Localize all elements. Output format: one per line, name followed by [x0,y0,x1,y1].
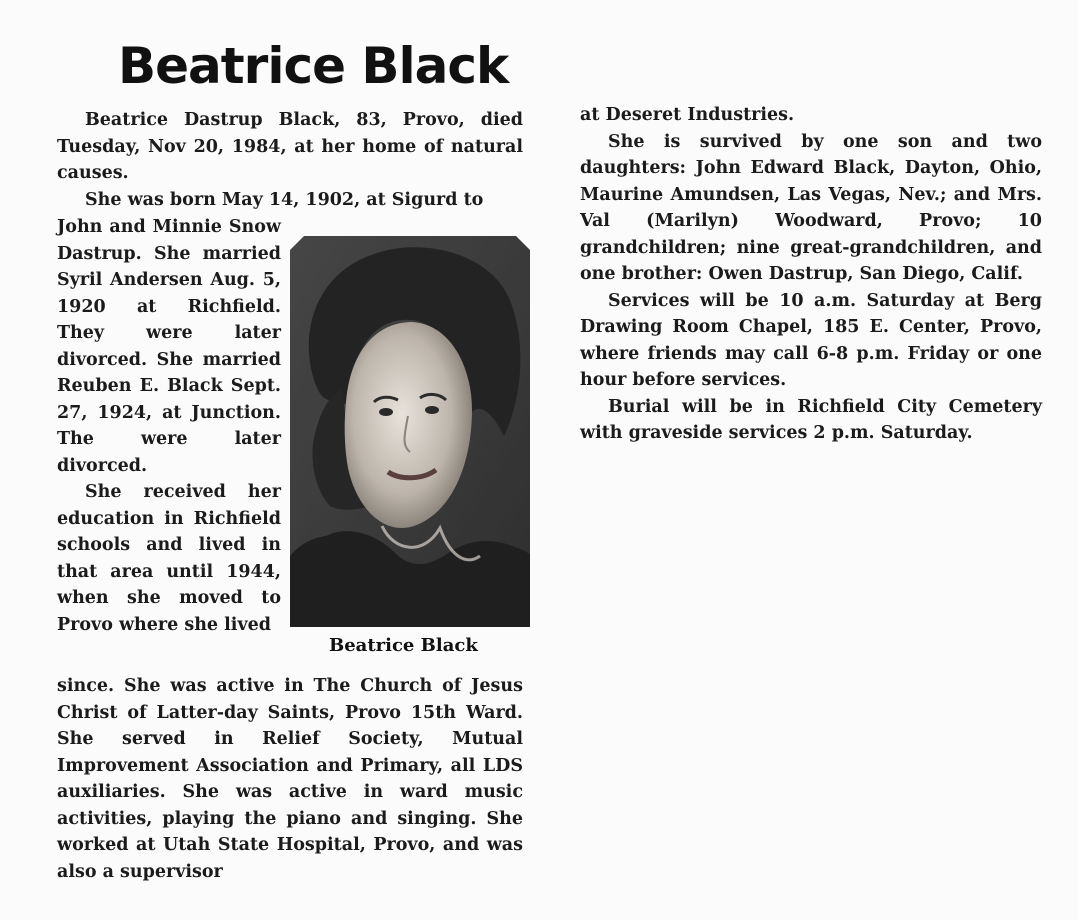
paragraph-birth-lead: She was born May 14, 1902, at Sigurd to [85,189,484,210]
paragraph-birth-marriage: John and Minnie Snow Dastrup. She married Syril Andersen Aug. 5, 1920 at Richfield. They were later divorced. She married Reuben E. Black Sept. 27, 1924, at Junction. The were later divorced. [57,217,281,476]
right-column [580,102,1042,447]
paragraph-services: Services will be 10 a.m. Saturday at Berg Drawing Room Chapel, 185 E. Center, Provo, where friends may call 6-8 p.m. Friday or one hour before services. [580,290,1042,390]
paragraph-burial: Burial will be in Richfield City Cemetery with graveside services 2 p.m. Saturday. [580,396,1042,443]
paragraph-survivors: She is survived by one son and two daughters: John Edward Black, Dayton, Ohio, Maurine Amundsen, Las Vegas, Nev.; and Mrs. Val (Marilyn) Woodward, Provo; 10 grandchildren; nine great-grandchildren, and one brother: Owen Dastrup, San Diego, Calif. [580,131,1042,284]
paragraph-deseret-industries: at Deseret Industries. [580,105,795,125]
obituary-title: Beatrice Black [118,37,509,95]
left-column-wrap [57,214,281,638]
paragraph-education-start: She received her education in Richfield schools and lived in that area until 1944, when she moved to Provo where she lived [57,482,281,635]
left-column-top [57,107,523,213]
portrait-photo-icon [290,236,530,627]
portrait-photo [290,236,530,627]
photo-caption: Beatrice Black [329,635,478,656]
left-column-bottom [57,673,523,885]
paragraph-death-notice: Beatrice Dastrup Black, 83, Provo, died Tuesday, Nov 20, 1984, at her home of natural causes. [57,110,523,183]
paragraph-church-activity: since. She was active in The Church of Jesus Christ of Latter-day Saints, Provo 15th Ward. She served in Relief Society, Mutual Improvement Association and Primary, all LDS auxiliaries. She was active in ward music activities, playing the piano and singing. She worked at Utah State Hospital, Provo, and was also a supervisor [57,676,523,882]
